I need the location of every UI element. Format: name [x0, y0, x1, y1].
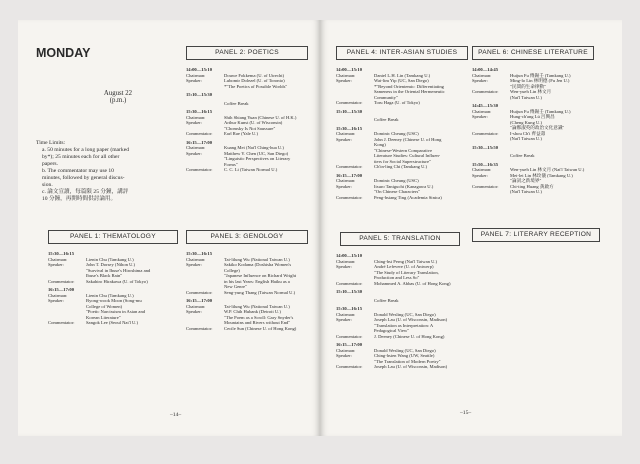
line-label: 15:30—16:15: [336, 125, 363, 131]
line-value: Joseph Lau (U. of Wisconsin, Madison): [374, 317, 448, 322]
line-label: Chairman:: [186, 72, 206, 78]
session-time: [472, 145, 612, 151]
panel4-sessions: [336, 67, 470, 200]
line-value: "Japanese Influence on Richard Wright: [224, 273, 297, 278]
line-value: I-shou Ch'i 齊益壽: [510, 130, 546, 136]
panel5-sessions: [336, 253, 470, 370]
line-label: Speaker:: [472, 78, 489, 83]
panel5-title-box: [340, 232, 460, 246]
line-value: Tai-lilung Wu (National Taiwan U.): [224, 303, 290, 309]
panel2-sessions: [186, 67, 314, 173]
line-label: Speaker:: [186, 262, 203, 267]
line-value: Peng-hsiang Ting (Academia Sinica): [374, 194, 442, 200]
line-label: Commentator:: [336, 364, 363, 369]
line-value: Shih Shiang Yuan (Chinese U. of H.K.): [224, 114, 297, 120]
line-label: [336, 298, 374, 304]
line-value: tiers for Social Superstructure": [374, 158, 431, 164]
line-value: "Poetic Narcissism in Asian and: [86, 309, 146, 314]
line-label: 16:15—17:00: [336, 342, 363, 347]
line-label: 15:30—15:50: [472, 144, 499, 150]
line-value: Matthew Y. Chen (UC, San Diego): [224, 150, 289, 156]
time-limit-line: minutes, followed by general discus-: [42, 175, 125, 181]
line-label: 15:30—16:15: [48, 251, 75, 256]
line-value: Coffee Break: [374, 117, 399, 122]
line-value: Korean Literature": [86, 314, 121, 320]
line-value: Mohammed A. Abbas (U. of Hong Kong): [374, 280, 451, 286]
line-value: "The Study of Literary Translation,: [374, 269, 439, 275]
line-value: College): [224, 267, 240, 273]
line-value: Coffee Break: [374, 297, 399, 303]
session-line: [48, 279, 180, 285]
session-time: [336, 289, 470, 295]
line-value: Coffee Break: [510, 153, 535, 158]
line-label: Commentator:: [48, 320, 75, 325]
time-limit-line: by*); 25 minutes each for all other: [42, 154, 120, 160]
line-value: Pedagogical View": [374, 328, 410, 333]
line-label: Speaker:: [186, 120, 203, 125]
line-value: "論鄭淑英的政治文化意識": [510, 125, 565, 130]
line-label: Chairman:: [336, 131, 356, 136]
line-value: *"The Poetics of Possible Worlds": [224, 83, 288, 89]
line-value: Kuang Mei (Nat'l Ching-hua U.): [224, 145, 284, 150]
line-value: "論詞之新境界": [510, 178, 542, 183]
line-label: Chairman:: [186, 114, 206, 120]
line-value: Lienin Chu (Tamkang U.): [86, 256, 134, 262]
line-label: Speaker:: [336, 317, 353, 322]
time-limit-line: a. 50 minutes for a long paper (marked: [42, 147, 129, 153]
panel3-title: PANEL 3: GENOLOGY: [210, 233, 284, 240]
time-limit-line: 10 分鐘，再開時間供討論用。: [42, 196, 117, 202]
line-value: "Linguistic Perspectives on Literary: [224, 156, 291, 161]
line-label: 14:00—15:10: [186, 67, 213, 72]
line-value: Wai-lim Yip (UC, San Diego): [374, 78, 429, 83]
line-label: 15:50—16:35: [472, 161, 499, 167]
period-text: (p.m.): [109, 97, 127, 104]
panel6-sessions: [472, 67, 612, 195]
line-label: 14:00—15:10: [336, 253, 363, 258]
session-line: [472, 136, 612, 142]
line-value: Sameness in the Oriental Hermeneutic: [374, 89, 445, 94]
line-value: Dominic Cheung (USC): [374, 178, 419, 183]
panel6-title: PANEL 6: CHINESE LITERATURE: [478, 49, 588, 56]
line-label: 16:15—17:00: [48, 287, 75, 292]
session-line: [336, 100, 470, 106]
time-limits-list: [36, 147, 166, 203]
line-value: C. C. Li (Taiwan Normal U.): [224, 167, 278, 172]
line-label: Speaker:: [336, 353, 353, 358]
session-line: [336, 364, 470, 370]
line-label: Chairman:: [336, 72, 356, 78]
page-number-right: –15–: [460, 410, 472, 416]
line-value: Sakahiro Hirakawa (U. of Tokyo): [86, 278, 148, 284]
line-label: 15:30—16:15: [336, 306, 363, 311]
line-label: 15:10—15:30: [336, 108, 363, 114]
time-limit-line: c. 論文宣讀，每篇限 25 分鐘，講評: [42, 189, 129, 195]
line-value: Huijun Fu 傅錫壬 (Tamkang U.): [510, 72, 571, 78]
session-line: [48, 320, 180, 326]
line-label: Commentator:: [336, 100, 363, 105]
time-limit-line: papers.: [42, 161, 58, 167]
line-value: Literature Studies: Cultural Influen-: [374, 153, 441, 158]
line-value: "Survival in Ibuse's Hiroshima and: [86, 267, 151, 273]
line-value: Sakiko Kodama (Doshisha Women's: [224, 262, 292, 267]
panel3-sessions: [186, 251, 316, 331]
line-value: (Nat'l Taiwan U.): [510, 136, 542, 141]
line-value: Douwe Fokkema (U. of Utrecht): [224, 72, 285, 78]
day-heading: MONDAY: [36, 46, 91, 60]
line-label: [472, 153, 510, 159]
line-value: Lubomir Dolezel (U. of Toronto): [224, 78, 285, 83]
line-label: Speaker:: [186, 78, 203, 83]
line-label: Commentator:: [186, 131, 213, 136]
line-label: Speaker:: [336, 136, 353, 142]
panel1-title-box: [48, 230, 178, 244]
session-line: [186, 290, 316, 296]
line-value: [362, 109, 470, 115]
session-line: [336, 117, 470, 123]
line-label: Speaker:: [472, 172, 489, 178]
line-value: Cecile Sun (Chinese U. of Hong Kong): [224, 325, 297, 331]
line-label: Chairman:: [336, 311, 356, 317]
line-label: Speaker:: [186, 309, 203, 314]
line-label: Chairman:: [336, 347, 356, 353]
line-label: Commentator:: [186, 289, 213, 295]
time-limit-line: sion.: [42, 182, 53, 188]
line-value: Wen-yueh Lin 林文月: [510, 89, 552, 94]
line-value: Kong): [374, 142, 386, 147]
line-label: [186, 101, 224, 107]
line-label: 15:10—15:30: [186, 92, 213, 97]
line-value: Joseph Lau (U. of Wisconsin, Madison): [374, 364, 448, 369]
time-limits: [36, 140, 166, 203]
line-label: Speaker:: [336, 264, 353, 269]
line-label: Commentator:: [472, 183, 499, 189]
line-value: "Chinese-Western Comparative: [374, 147, 433, 153]
line-value: J. Deeney (Chinese U. of Hong Kong): [374, 333, 445, 339]
line-value: Arthur Kunst (U. of Wisconsin): [224, 120, 283, 125]
line-value: John T. Dorsey (Nihon U.): [86, 262, 136, 267]
line-value: Sangok Lee (Seoul Nat'l U.): [86, 320, 138, 325]
line-value: Ching-hsien Wang (UW, Seattle): [374, 353, 435, 358]
line-value: Donald Wesling (UC, San Diego): [374, 347, 436, 353]
session-line: [186, 167, 314, 173]
line-label: 14:00—15:10: [336, 67, 363, 72]
line-value: Mountains and Rivers without End": [224, 320, 291, 325]
line-label: Chairman:: [472, 72, 492, 78]
panel1-title: PANEL 1: THEMATOLOGY: [70, 233, 156, 240]
line-label: Chairman:: [472, 108, 492, 114]
panel6-title-box: [472, 46, 594, 60]
session-line: [186, 84, 314, 90]
line-value: Tai-lilung Wu (National Taiwan U.): [224, 256, 290, 262]
line-label: Chairman:: [336, 178, 356, 183]
session-time: [336, 109, 470, 115]
panel2-title: PANEL 2: POETICS: [215, 49, 279, 56]
page-number-left: –14–: [170, 412, 182, 418]
line-label: Commentator:: [186, 167, 213, 172]
line-value: (Nat'l Taiwan U.): [510, 189, 542, 194]
line-value: John J. Deeney (Chinese U. of Hong: [374, 136, 442, 142]
date-label: [88, 90, 148, 104]
session-time: [186, 92, 314, 98]
panel2-title-box: [186, 46, 308, 60]
session-line: [336, 164, 470, 170]
line-label: Speaker:: [48, 298, 65, 303]
session-line: [186, 131, 314, 137]
line-value: Mei-lei Lin 林玫儀 (Tamkang U.): [510, 172, 573, 178]
panel4-title-box: [336, 46, 468, 60]
line-value: Ch'in-ling Chi (Tamkang U.): [374, 164, 428, 169]
line-value: Lienin Chu (Tamkang U.): [86, 292, 134, 298]
line-label: 16:15—17:00: [336, 172, 363, 178]
session-line: [336, 281, 470, 287]
line-label: [336, 117, 374, 123]
line-label: Chairman:: [186, 256, 206, 262]
line-label: Chairman:: [48, 292, 68, 298]
right-page: [320, 20, 622, 436]
line-label: Commentator:: [336, 333, 363, 339]
panel1-sessions: [48, 251, 180, 326]
line-label: Speaker:: [186, 150, 203, 156]
panel5-title: PANEL 5: TRANSLATION: [359, 235, 441, 242]
line-value: Wen-yueh Lin 林文月 (Nat'l Taiwan U.): [510, 167, 585, 172]
panel7-title: PANEL 7: LITERARY RECEPTION: [480, 231, 592, 238]
line-value: "Translation as Interpretation: A: [374, 322, 434, 328]
session-line: [472, 189, 612, 195]
line-value: College of Women): [86, 303, 123, 309]
date-text: August 22: [103, 90, 133, 97]
line-value: "The Translation of Modern Poetry": [374, 358, 441, 364]
line-label: [186, 84, 224, 90]
line-value: Itsuro Taniguchi (Kanagawa U.): [374, 183, 434, 189]
line-value: W.P. Chih Hubank (Detroit U.): [224, 309, 281, 314]
line-value: Hung-ch'ang Lü 呂興昌: [510, 114, 555, 119]
session-line: [186, 101, 314, 107]
line-label: 16:15—17:00: [186, 139, 213, 145]
session-line: [186, 326, 316, 332]
line-label: Speaker:: [336, 78, 353, 83]
line-label: 16:15—17:00: [186, 298, 213, 303]
line-value: André Lefevere (U. of Antwerp): [374, 264, 434, 269]
line-label: Commentator:: [48, 278, 75, 284]
line-value: Ching-hsi Perng (Nat'l Taiwan U.): [374, 258, 438, 264]
panel3-title-box: [186, 230, 308, 244]
line-label: [472, 95, 510, 101]
line-value: "民間的生命律動": [510, 83, 546, 89]
line-label: Commentator:: [186, 325, 213, 331]
line-label: 14:45—15:30: [472, 103, 499, 108]
line-label: [472, 189, 510, 195]
line-value: Chi-ting Huang 黃啟方: [510, 183, 554, 189]
line-value: Production and Less So": [374, 275, 420, 280]
session-line: [336, 334, 470, 340]
line-label: Chairman:: [472, 167, 492, 172]
session-line: [472, 95, 612, 101]
line-value: Forms": [224, 161, 238, 167]
line-label: Commentator:: [472, 89, 499, 94]
line-value: [212, 92, 314, 98]
session-line: [336, 298, 470, 304]
line-label: Speaker:: [48, 262, 65, 267]
line-value: New Genre": [224, 284, 247, 289]
line-label: 14:00—14:45: [472, 67, 499, 72]
line-value: [498, 145, 612, 151]
session-line: [472, 153, 612, 159]
line-label: Commentator:: [336, 280, 363, 286]
line-value: "Chomsky Is Not Saussure": [224, 125, 276, 131]
line-value: Earl Rae (Yale U.): [224, 131, 258, 136]
line-label: Commentator:: [336, 194, 363, 200]
line-value: Byong-wook Moon (Song-mu: [86, 298, 142, 303]
line-label: Chairman:: [186, 303, 206, 309]
line-value: Dominic Cheung (USC): [374, 131, 419, 136]
line-label: 15:30—16:15: [186, 109, 213, 114]
panel4-title: PANEL 4: INTER-ASIAN STUDIES: [346, 49, 458, 56]
line-value: (Cheng Kung U.): [510, 119, 543, 125]
line-value: Ibuse's Black Rain": [86, 273, 123, 278]
line-value: Coffee Break: [224, 100, 249, 106]
line-value: (Nat'l Taiwan U.): [510, 94, 542, 100]
line-label: 15:10—15:30: [336, 289, 363, 294]
session-line: [336, 195, 470, 201]
line-value: Toru Haga (U. of Tokyo): [374, 100, 420, 105]
line-label: Speaker:: [472, 114, 489, 119]
line-value: Seng-yung Thang (Taiwan Normal U.): [224, 289, 296, 295]
line-label: 15:30—16:15: [186, 251, 213, 256]
time-limits-title: Time Limits:: [36, 140, 66, 146]
line-label: Commentator:: [472, 130, 499, 136]
line-value: Daniel L.H. Lin (Tamkang U.): [374, 72, 431, 78]
line-label: Chairman:: [48, 256, 68, 262]
line-label: Chairman:: [186, 145, 206, 150]
panel7-title-box: [472, 228, 600, 242]
left-page: [18, 20, 320, 436]
line-value: Donald Wesling (UC, San Diego): [374, 311, 436, 317]
time-limit-line: b. The commentator may use 10: [42, 168, 114, 174]
line-value: Huijun Fu 傅錫壬 (Tamkang U.): [510, 108, 571, 114]
line-value: [362, 289, 470, 295]
line-value: "On Chinese Characters": [374, 189, 421, 194]
line-value: Ming-lo Lin 林明德 (Fu Jen U.): [510, 78, 570, 83]
line-value: *"Beyond Orientemic: Differentiating: [374, 83, 444, 89]
line-label: Speaker:: [336, 183, 353, 189]
line-value: "The Poem as a Scroll: Gary Snyder's: [224, 314, 294, 320]
line-value: in his last Years: English Haiku as a: [224, 278, 290, 284]
line-label: Commentator:: [336, 164, 363, 169]
line-label: Chairman:: [336, 258, 356, 264]
line-label: [472, 136, 510, 142]
line-value: Community": [374, 94, 398, 100]
